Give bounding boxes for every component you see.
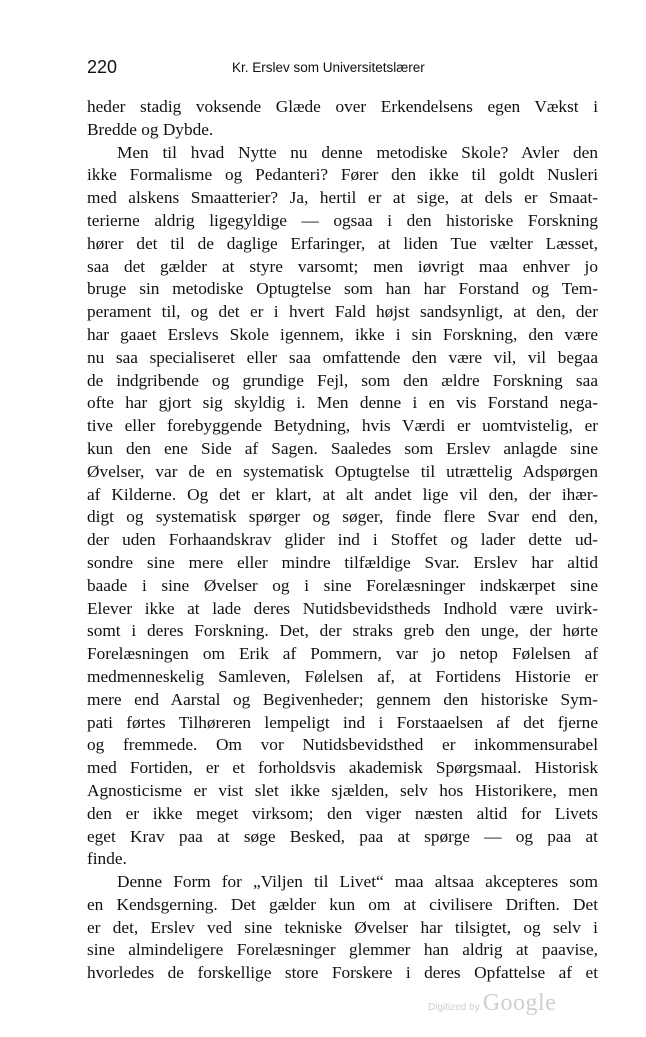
text-line: Men til hvad Nytte nu denne metodiske Skole? Avler den: [117, 142, 598, 162]
text-line: terierne aldrig ligegyldige — ogsaa i den historiske Forskning: [87, 210, 598, 230]
text-line: kun den ene Side af Sagen. Saaledes som Erslev anlagde sine: [87, 438, 598, 458]
text-line: den er ikke meget virksom; den viger næsten altid for Livets: [87, 803, 598, 823]
text-line: med alskens Smaatterier? Ja, hertil er at sige, at dels er Smaat-: [87, 188, 598, 208]
text-line: pati førtes Tilhøreren lempeligt ind i Forstaaelsen af det fjerne: [87, 712, 598, 732]
text-line: sondre sine mere eller mindre tilfældige Svar. Erslev har altid: [87, 552, 598, 572]
text-line: med Fortiden, er et forholdsvis akademisk Spørgsmaal. Historisk: [87, 758, 598, 778]
text-line: Bredde og Dybde.: [87, 119, 214, 139]
body-text: [87, 96, 598, 985]
text-line: somt i deres Forskning. Det, der straks greb den unge, der hørte: [87, 621, 598, 641]
text-line: en Kendsgerning. Det gælder kun om at civilisere Driften. Det: [87, 894, 598, 914]
text-line: hører det til de daglige Erfaringer, at liden Tue vælter Læsset,: [87, 233, 598, 253]
text-line: bruge sin metodiske Optugtelse som han har Forstand og Tem-: [87, 279, 598, 299]
text-line: ofte har gjort sig skyldig i. Men denne i en vis Forstand nega-: [87, 393, 598, 413]
google-logo: Google: [482, 990, 557, 1016]
text-line: af Kilderne. Og det er klart, at alt andet lige vil den, der ihær-: [87, 484, 598, 504]
text-line: Agnosticisme er vist slet ikke sjælden, selv hos Historikere, men: [87, 780, 598, 800]
text-line: er det, Erslev ved sine tekniske Øvelser har tilsigtet, og selv i: [87, 917, 598, 937]
page-number: 220: [87, 57, 118, 77]
text-line: Forelæsningen om Erik af Pommern, var jo netop Følelsen af: [87, 644, 598, 664]
text-line: heder stadig voksende Glæde over Erkendelsens egen Vækst i: [87, 97, 598, 116]
watermark-prefix: Digitized by: [428, 1002, 480, 1013]
text-line: nu saa specialiseret eller saa omfattende den være vil, vil begaa: [87, 347, 598, 367]
text-line: hvorledes de forskellige store Forskere i deres Opfattelse af et: [87, 963, 598, 983]
text-line: de indgribende og grundige Fejl, som den ældre Forskning saa: [87, 370, 598, 390]
text-line: perament til, og det er i hvert Fald højst sandsynligt, at den, der: [87, 302, 598, 322]
text-line: og fremmede. Om vor Nutidsbevidsthed er inkommensurabel: [87, 735, 598, 755]
text-line: medmenneskelig Samleven, Følelsen af, at Fortidens Historie er: [87, 666, 598, 686]
running-head: Kr. Erslev som Universitetslærer: [232, 60, 425, 75]
text-line: finde.: [87, 849, 127, 869]
text-line: eget Krav paa at søge Besked, paa at spørge — og paa at: [87, 826, 598, 846]
text-line: ikke Formalisme og Pedanteri? Fører den ikke til goldt Nusleri: [87, 165, 598, 185]
text-line: digt og systematisk spørger og søger, finde flere Svar end den,: [87, 507, 598, 527]
text-line: Øvelser, var de en systematisk Optugtelse til utrættelig Adspørgen: [87, 461, 598, 481]
digitization-watermark: [428, 990, 568, 1017]
text-line: mere end Aarstal og Begivenheder; gennem den historiske Sym-: [87, 689, 598, 709]
text-line: har gaaet Erslevs Skole igennem, ikke i sin Forskning, den være: [87, 324, 598, 344]
text-line: sine almindeligere Forelæsninger glemmer han aldrig at paavise,: [87, 940, 598, 960]
text-line: Denne Form for „Viljen til Livet“ maa altsaa akcepteres som: [117, 872, 598, 892]
text-line: baade i sine Øvelser og i sine Forelæsninger indskærpet sine: [87, 575, 598, 595]
text-line: der uden Forhaandskrav glider ind i Stoffet og lader dette ud-: [87, 530, 598, 550]
text-line: saa det gælder at styre varsomt; men iøvrigt maa enhver jo: [87, 256, 598, 276]
text-line: tive eller forebyggende Betydning, hvis Værdi er uomtvistelig, er: [87, 416, 598, 436]
text-line: Elever ikke at lade deres Nutidsbevidstheds Indhold være uvirk-: [87, 598, 598, 618]
